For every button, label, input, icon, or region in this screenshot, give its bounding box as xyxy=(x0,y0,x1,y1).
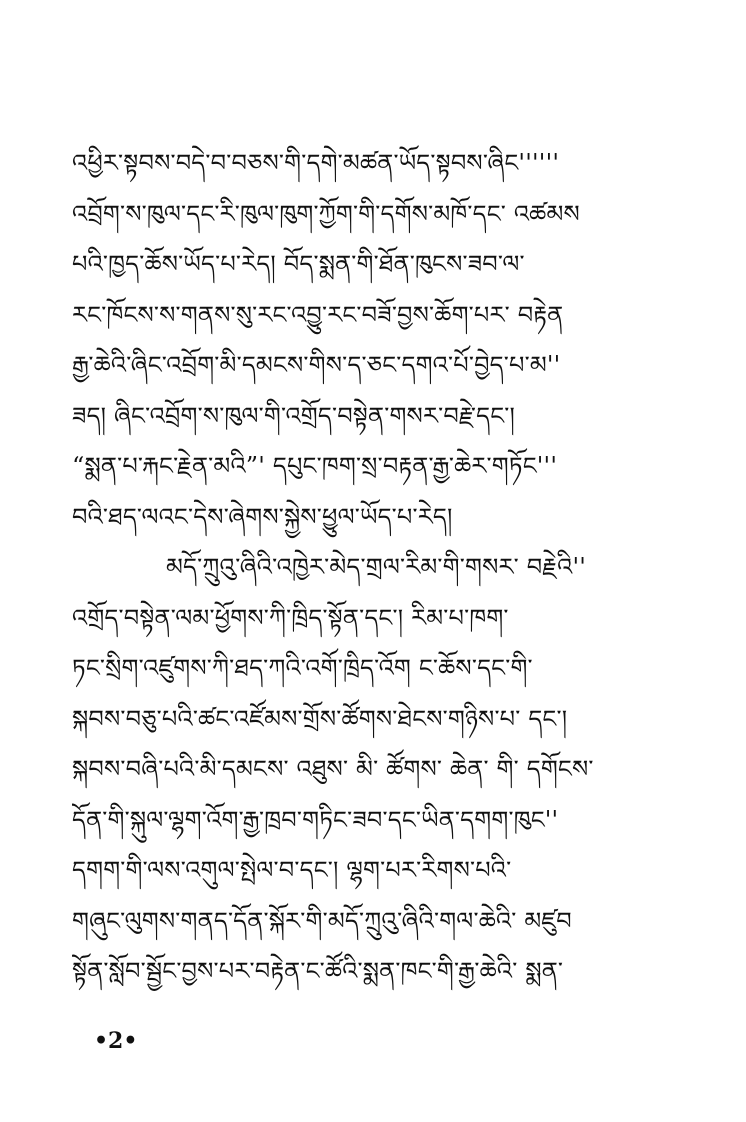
text-line: ཟད། ཞིང་འབྲོག་ས་ཁུལ་གི་འགྲོད་བསྟེན་གསར་བརྗེ་དང་། xyxy=(72,401,516,430)
text-line: དོན་གི་སྐུལ་ལྷག་འོག་རྒྱ་ཁྲབ་གཏིང་ཟབ་དང་ཡིན་དགག་ཁུང'' xyxy=(72,805,559,834)
text-line: དགག་གི་ལས་འགུལ་སྤེལ་བ་དང་། ལྷག་པར་རིགས་པའི་ xyxy=(72,856,512,884)
text-line: རང་ཁོངས་ས་གནས་སུ་རང་འབྱུ་རང་བཟོ་བྱས་ཆོག་པར་ བརྟེན xyxy=(72,300,564,329)
body-text xyxy=(72,138,682,997)
text-line: པའི་ཁྱད་ཆོས་ཡོད་པ་རེད། བོད་སྨན་གི་ཐོན་ཁུངས་ཟབ་ལ་ xyxy=(72,250,525,278)
page-number: •2• xyxy=(94,1028,138,1054)
text-line: སྐབས་བཞི་པའི་མི་དམངས་ འཐུས་ མི་ ཚོགས་ ཆེན་ གི་ དགོངས་ xyxy=(72,755,594,783)
text-line: སྐབས་བཅུ་པའི་ཚང་འཛོམས་གྲོས་ཚོགས་ཐེངས་གཉིས་པ་ དང་། xyxy=(72,704,568,733)
text-line: འཕྱིར་སྟབས་བདེ་བ་བཅས་གི་དགེ་མཚན་ཡོད་སྟབས་ཞིང'''''' xyxy=(72,149,560,177)
text-line: གཞུང་ལུགས་གནད་དོན་སྐོར་གི་མདོ་ཀྲུའུ་ཞིའི་གལ་ཆེའི་ མཛུབ xyxy=(72,906,572,935)
text-line: རྒྱ་ཆེའི་ཞིང་འབྲོག་མི་དམངས་གིས་ད་ཅང་དགའ་པོ་བྱེད་པ་མ'' xyxy=(72,351,561,379)
text-line: འབྲོག་ས་ཁུལ་དང་རི་ཁུལ་ཁུག་ཀྱོག་གི་དགོས་མཁོ་དང་ འཚམས xyxy=(72,199,580,228)
text-line: “སྨན་པ་རྐང་རྗེན་མའི”' དཔུང་ཁག་སྲ་བརྟན་རྒྱ་ཆེར་གཏོང''' xyxy=(72,452,558,480)
paragraph-start-line: མདོ་ཀྲུའུ་ཞིའི་འཁྱེར་མེད་གྲལ་རིམ་གི་གསར་ བརྗེའི'' xyxy=(166,553,587,581)
text-line: ཏང་སྲིག་འཛུགས་ཀི་ཐད་ཀའི་འགོ་ཁྲིད་འོག ང་ཆོས་དང་གི་ xyxy=(72,654,533,682)
text-line: བའི་ཐད་ལའང་དེས་ཞེགས་སྐྱེས་ཕྱུལ་ཡོད་པ་རེད། xyxy=(72,502,453,531)
text-line: སྟོན་སློབ་སྦྱོང་བྱས་པར་བརྟེན་ང་ཚོའི་སྨན་ཁང་གི་རྒྱ་ཆེའི་ སྨན་ xyxy=(72,957,564,985)
text-line: འགྲོད་བསྟེན་ལམ་ཕྱོགས་ཀི་ཁྲིད་སྟོན་དང་། རིམ་པ་ཁག་ xyxy=(72,603,509,632)
